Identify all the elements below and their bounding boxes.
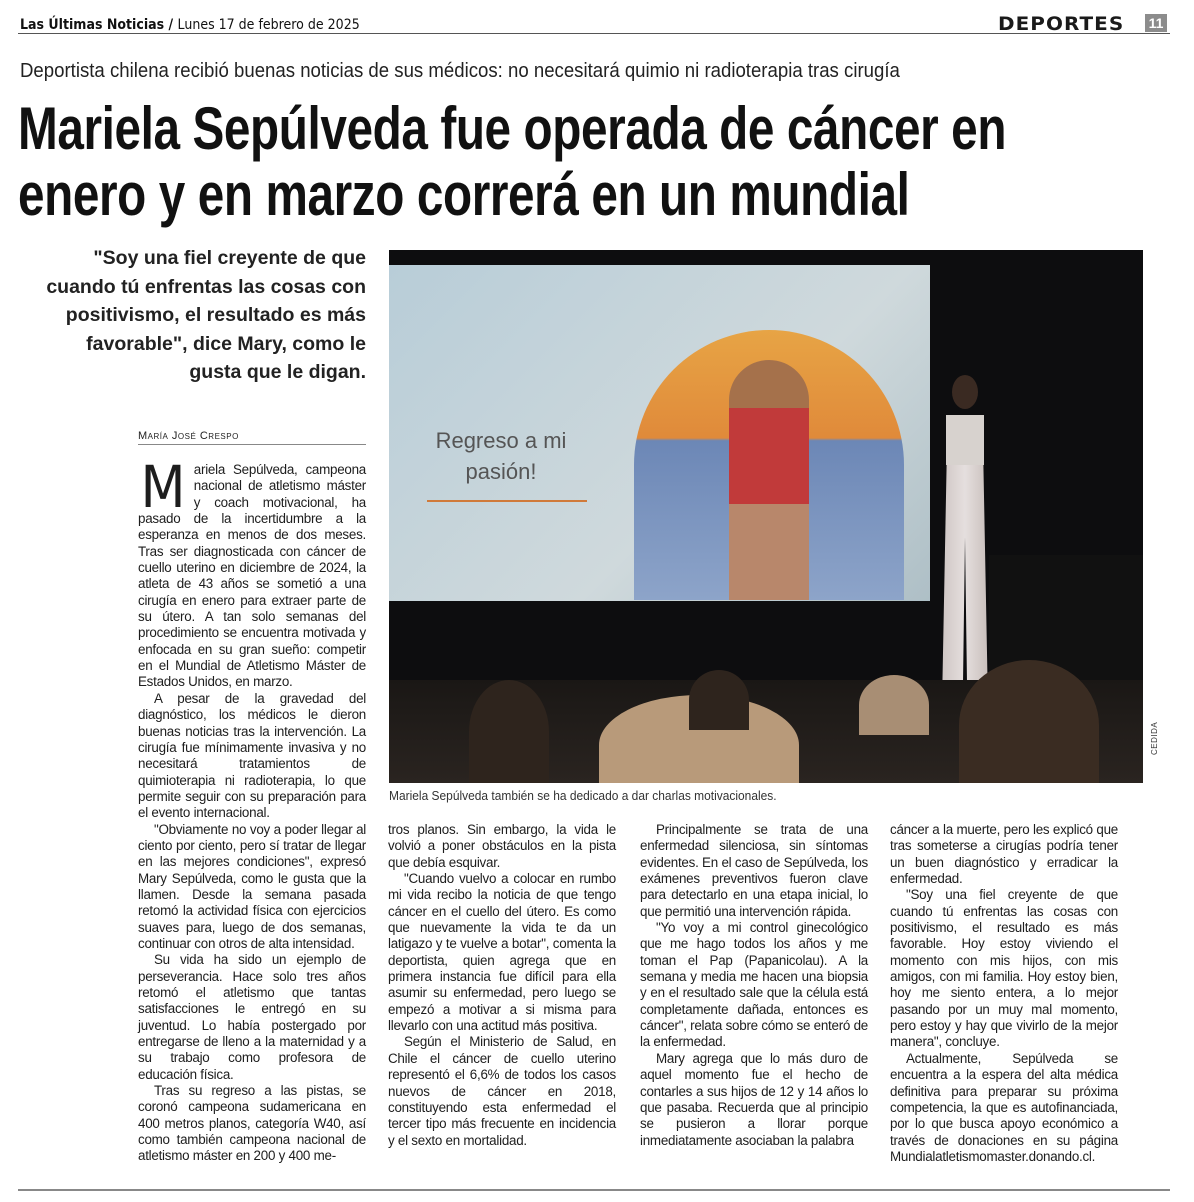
article-paragraph [138,453,366,691]
projection-screen [389,265,930,601]
article-paragraph: "Obviamente no voy a poder llegar al ciento por ciento, pero sí tratar de llegar en las mejores condiciones", expresó Mary Sepúlveda, como le gusta que la llamen. Desde la semana pasada retomó la actividad física con ejercicios suaves para, luego de dos semanas, continuar con otros de alta intensidad. [138,821,366,951]
article-paragraph: Su vida ha sido un ejemplo de perseverancia. Hace solo tres años retomó el atletismo que tantas satisfacciones le entregó en su juventud. Lo había postergado por entregarse de lleno a la maternidad y a su trabajo como profesora de educación física. [138,952,366,1082]
pull-quote-line: gusta que le digan. [189,361,366,383]
pull-quote [20,244,366,387]
speaker-pants [942,465,988,705]
pull-quote-line: favorable", dice Mary, como le [86,332,366,355]
audience-head [959,660,1099,783]
byline: María José Crespo [138,430,239,442]
article-paragraph: Actualmente, Sepúlveda se encuentra a la espera del alta médica definitiva para preparar su próxima competencia, la que es autofinanciada, por lo que busca apoyo económico a través de donaciones en su página Mundialatletismomaster.donando.cl. [890,1050,1118,1164]
headline-line: enero y en marzo correrá en un mundial [18,161,910,228]
byline-rule [138,444,366,445]
athlete-figure [729,360,809,600]
header-separator: / [164,17,178,33]
speaker-head [952,375,978,409]
article-column [890,822,1118,1165]
section-name: DEPORTES [998,13,1125,35]
speaker-figure [934,375,999,705]
article-paragraph: "Yo voy a mi control ginecológico que me hago todos los años y me toman el Pap (Papanicolau). A la semana y media me hacen una biopsia y en el resultado sale que la célula está completamente dañada, entonces es cáncer", relata sobre cómo se enteró de la enfermedad. [640,920,868,1050]
bottom-rule [18,1189,1170,1191]
article-paragraph: Mary agrega que lo más duro de aquel momento fue el hecho de contarles a sus hijos de 12 y 14 años lo que pasaba. Recuerda que al principio se pusieron a llorar porque inmediatamente asociaban la palabra [640,1050,868,1148]
photo-caption: Mariela Sepúlveda también se ha dedicado a dar charlas motivacionales. [389,788,777,803]
article-paragraph: cáncer a la muerte, pero les explicó que tras someterse a cirugías podría tener un buen diagnóstico y erradicar la enfermedad. [890,822,1118,887]
article-paragraph: "Cuando vuelvo a colocar en rumbo mi vida recibo la noticia de que tengo cáncer en el cuello del útero. Es como que nuevamente la vida te da un latigazo y te vuelve a botar", comenta la deportista, quien agrega que en primera instancia fue difícil para ella asumir su enfermedad, pero luego se empezó a motivar a si misma para llevarlo con una actitud más positiva. [388,871,616,1034]
audience-head [469,680,549,783]
slide-text: Regreso a mi pasión! [435,428,567,484]
photo-credit: CEDIDA [1150,721,1159,755]
speaker-top [946,415,984,465]
article-paragraph: A pesar de la gravedad del diagnóstico, los médicos le dieron buenas noticias tras la intervención. La cirugía fue mínimamente invasiva y no necesitará tratamientos de quimioterapia ni radioterapia, lo que permite seguir con su preparación para el evento internacional. [138,690,366,821]
publication-name: Las Últimas Noticias [20,17,165,33]
pull-quote-line: cuando tú enfrentas las cosas con [46,275,366,298]
page-number: 11 [1145,14,1167,32]
kicker: Deportista chilena recibió buenas noticias de sus médicos: no necesitará quimio ni radioterapia tras cirugía [20,60,900,82]
article-paragraph: Según el Ministerio de Salud, en Chile el cáncer de cuello uterino representó el 6,6% de todos los casos nuevos de cáncer en 2018, constituyendo esta enfermedad el tercer tipo más frecuente en incidencia y el sexto en mortalidad. [388,1034,616,1148]
paragraph-text: ariela Sepúlveda, campeona nacional de atletismo máster y coach motivacional, ha pasado de la incertidumbre a la esperanza en menos de dos meses. Tras ser diagnosticada con cáncer de cuello uterino en diciembre de 2024, la atleta de 43 años se sometió a una cirugía en enero para extraer parte de su útero. A tan solo semanas del procedimiento se encuentra motivada y enfocada en su gran sueño: competir en el Mundial de Atletismo Máster de Estados Unidos, en marzo. [138,462,366,690]
article-paragraph: Principalmente se trata de una enfermedad silenciosa, sin síntomas evidentes. En el caso de Sepúlveda, los exámenes preventivos fueron clave para detectarlo en una etapa inicial, lo que permitió una intervención rápida. [640,822,868,919]
slide-athlete-image [634,330,904,600]
slide-divider [427,500,587,502]
article-paragraph: Tras su regreso a las pistas, se coronó campeona sudamericana en 400 metros planos, categoría W40, así como también campeona nacional de atletismo máster en 200 y 400 me- [138,1083,366,1164]
publication-date-header [20,17,360,33]
article-column [388,822,616,1149]
article-column [138,453,366,1165]
publication-date: Lunes 17 de febrero de 2025 [177,17,360,33]
audience-head [859,675,929,735]
headline-line: Mariela Sepúlveda fue operada de cáncer en [18,95,1007,162]
article-column [640,822,868,1149]
article-photo [389,250,1143,783]
pull-quote-line: positivismo, el resultado es más [65,304,366,326]
audience [389,680,1143,783]
article-paragraph: tros planos. Sin embargo, la vida le volvió a poner obstáculos en la pista que debía esquivar. [388,822,616,870]
pull-quote-line: "Soy una fiel creyente de que [93,247,366,269]
audience-head [689,670,749,730]
drop-cap: M [140,453,186,521]
article-paragraph: "Soy una fiel creyente de que cuando tú enfrentas las cosas con positivismo, el resultado es más favorable. Hoy estoy viviendo el momento con mis hijos, con mis amigos, con mi familia. Hoy estoy bien, hoy me siento entera, a lo mejor pasando por un muy mal momento, pero estoy y hay que vivirlo de la mejor manera", concluye. [890,887,1118,1050]
